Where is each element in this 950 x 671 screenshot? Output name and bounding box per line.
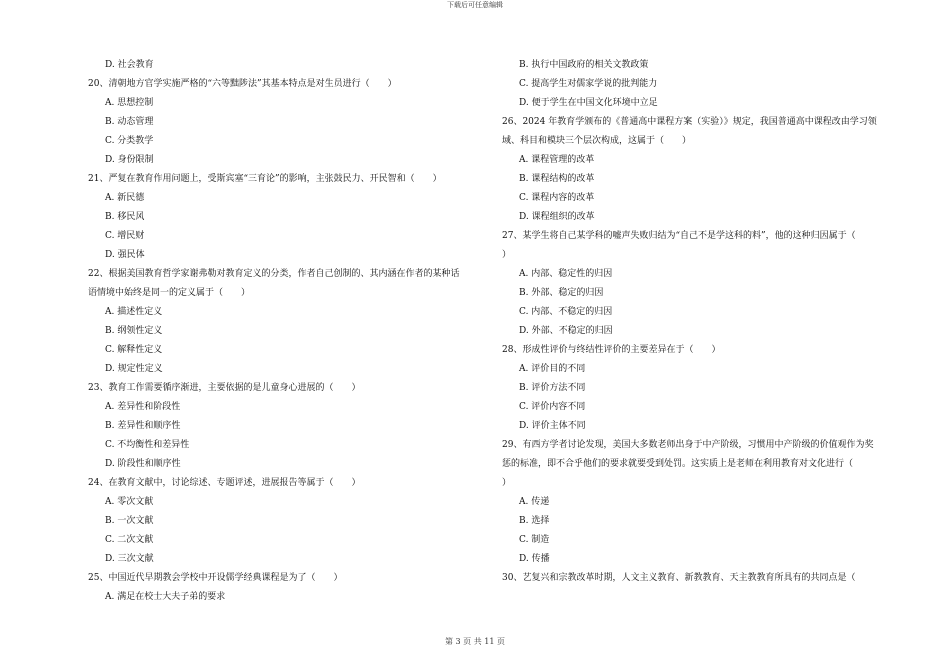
answer-option: C. 不均衡性和差异性 <box>105 440 190 450</box>
answer-option: B. 课程结构的改革 <box>519 174 595 184</box>
answer-option: B. 一次文献 <box>105 516 154 526</box>
answer-option: C. 评价内容不同 <box>519 402 586 412</box>
page-footer: 第 3 页 共 11 页 <box>445 637 505 646</box>
question-text: 25、中国近代早期教会学校中开设儒学经典课程是为了（ ） <box>88 573 343 583</box>
answer-option: D. 外部、不稳定的归因 <box>519 326 613 336</box>
answer-option: C. 二次文献 <box>105 535 154 545</box>
answer-option: A. 零次文献 <box>105 497 154 507</box>
answer-option: D. 三次文献 <box>105 554 154 564</box>
answer-option: B. 执行中国政府的相关文教政策 <box>519 60 649 70</box>
answer-option: B. 差异性和顺序性 <box>105 421 181 431</box>
answer-option: D. 社会教育 <box>105 60 154 70</box>
answer-option: D. 评价主体不同 <box>519 421 586 431</box>
answer-option: D. 传播 <box>519 554 550 564</box>
answer-option: D. 身份限制 <box>105 155 154 165</box>
answer-option: B. 外部、稳定的归因 <box>519 288 604 298</box>
answer-option: A. 差异性和阶段性 <box>105 402 181 412</box>
answer-option: D. 便于学生在中国文化环境中立足 <box>519 98 658 108</box>
answer-option: D. 课程组织的改革 <box>519 212 595 222</box>
answer-option: A. 满足在校士大夫子弟的要求 <box>105 592 226 602</box>
answer-option: A. 课程管理的改革 <box>519 155 595 165</box>
question-text: 24、在教育文献中，讨论综述、专题评述，进展报告等属于（ ） <box>88 478 361 488</box>
answer-option: A. 评价目的不同 <box>519 364 586 374</box>
answer-option: D. 强民体 <box>105 250 145 260</box>
left-column <box>88 56 480 607</box>
answer-option: B. 动态管理 <box>105 117 154 127</box>
question-text: 30、艺复兴和宗教改革时期，人文主义教育、新教教育、天主教教育所具有的共同点是（ <box>502 573 856 583</box>
question-text: 20、清朝地方官学实施严格的“六等黜陟法”其基本特点是对生员进行（ ） <box>88 79 397 89</box>
question-continuation: 惩的标准，即不合乎他们的要求就要受到处罚。这实质上是老师在利用教育对文化进行（ <box>502 459 854 469</box>
answer-option: C. 提高学生对儒家学说的批判能力 <box>519 79 658 89</box>
right-column <box>502 56 912 588</box>
answer-option: D. 规定性定义 <box>105 364 163 374</box>
answer-option: C. 课程内容的改革 <box>519 193 595 203</box>
question-continuation: 语情境中始终是同一的定义属于（ ） <box>88 288 251 298</box>
question-text: 23、教育工作需要循序渐进，主要依据的是儿童身心进展的（ ） <box>88 383 361 393</box>
answer-option: B. 移民风 <box>105 212 145 222</box>
question-text: 27、某学生将自己某学科的嘘声失败归结为“自己不是学这科的料”，他的这种归因属于（ <box>502 231 856 241</box>
answer-option: B. 选择 <box>519 516 550 526</box>
answer-option: A. 传递 <box>519 497 550 507</box>
answer-option: A. 内部、稳定性的归因 <box>519 269 613 279</box>
answer-option: A. 思想控制 <box>105 98 154 108</box>
question-continuation: 域、科目和模块三个层次构成，这属于（ ） <box>502 136 692 146</box>
header-note: 下载后可任意编辑 <box>447 1 503 9</box>
answer-option: C. 增民财 <box>105 231 145 241</box>
answer-option: C. 内部、不稳定的归因 <box>519 307 613 317</box>
question-text: 21、严复在教育作用问题上，受斯宾塞“三育论”的影响，主张鼓民力、开民智和（ ） <box>88 174 442 184</box>
answer-option: C. 解释性定义 <box>105 345 163 355</box>
answer-option: B. 评价方法不同 <box>519 383 586 393</box>
answer-option: C. 分类教学 <box>105 136 154 146</box>
question-text: 22、根据美国教育哲学家谢弗勒对教育定义的分类，作者自己创制的、其内涵在作者的某种话 <box>88 269 460 279</box>
question-text: 26、2024 年教育学颁布的《普通高中课程方案（实验）》规定，我国普通高中课程改由学习领 <box>502 117 877 127</box>
answer-option: A. 新民德 <box>105 193 145 203</box>
answer-option: B. 纲领性定义 <box>105 326 163 336</box>
question-continuation: ） <box>502 478 512 488</box>
question-text: 28、形成性评价与终结性评价的主要差异在于（ ） <box>502 345 721 355</box>
answer-option: A. 描述性定义 <box>105 307 163 317</box>
answer-option: D. 阶段性和顺序性 <box>105 459 181 469</box>
question-text: 29、有西方学者讨论发现，美国大多数老师出身于中产阶级，习惯用中产阶级的价值观作为奖 <box>502 440 874 450</box>
question-continuation: ） <box>502 250 512 260</box>
answer-option: C. 制造 <box>519 535 550 545</box>
